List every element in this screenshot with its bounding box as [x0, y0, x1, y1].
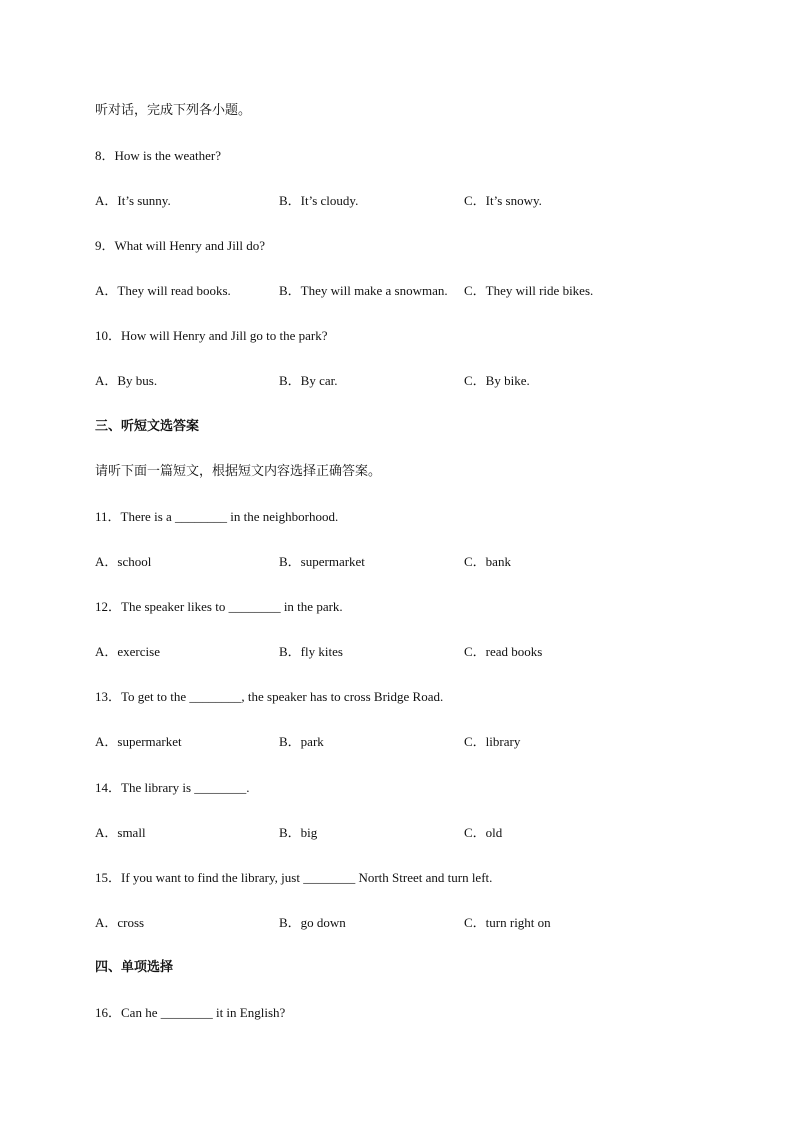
question-stem: 8．How is the weather?: [95, 148, 221, 163]
question-stem: 9．What will Henry and Jill do?: [95, 238, 266, 253]
option-b: B．big: [279, 825, 318, 840]
option-b: B．By car.: [279, 373, 338, 388]
option-a: A．cross: [95, 915, 145, 930]
question-stem: 12．The speaker likes to ________ in the park.: [95, 599, 343, 614]
option-b: B．park: [279, 734, 324, 749]
option-c: C．They will ride bikes.: [464, 283, 594, 298]
option-a: A．small: [95, 825, 146, 840]
option-b: B．They will make a snowman.: [279, 283, 448, 298]
question-stem: 16．Can he ________ it in English?: [95, 1005, 286, 1020]
option-a: A．school: [95, 554, 152, 569]
option-b: B．It’s cloudy.: [279, 193, 359, 208]
option-c: C．old: [464, 825, 503, 840]
option-a: A．supermarket: [95, 734, 182, 749]
question-stem: 13．To get to the ________, the speaker has to cross Bridge Road.: [95, 689, 444, 704]
option-a: A．exercise: [95, 644, 160, 659]
option-b: B．fly kites: [279, 644, 343, 659]
section-instruction: 请听下面一篇短文，根据短文内容选择正确答案。: [95, 464, 382, 479]
option-a: A．It’s sunny.: [95, 193, 171, 208]
option-c: C．turn right on: [464, 915, 551, 930]
option-a: A．They will read books.: [95, 283, 231, 298]
section-instruction: 听对话，完成下列各小题。: [95, 103, 252, 118]
option-c: C．bank: [464, 554, 511, 569]
question-stem: 15．If you want to find the library, just ________ North Street and turn left.: [95, 870, 493, 885]
section-heading: 四、单项选择: [95, 960, 174, 975]
option-c: C．By bike.: [464, 373, 530, 388]
option-c: C．library: [464, 734, 521, 749]
question-stem: 14．The library is ________.: [95, 780, 250, 795]
option-b: B．go down: [279, 915, 346, 930]
option-a: A．By bus.: [95, 373, 158, 388]
option-b: B．supermarket: [279, 554, 365, 569]
question-stem: 10．How will Henry and Jill go to the park?: [95, 328, 328, 343]
question-stem: 11．There is a ________ in the neighborhood.: [95, 509, 339, 524]
option-c: C．read books: [464, 644, 543, 659]
section-heading: 三、听短文选答案: [95, 419, 200, 434]
option-c: C．It’s snowy.: [464, 193, 542, 208]
